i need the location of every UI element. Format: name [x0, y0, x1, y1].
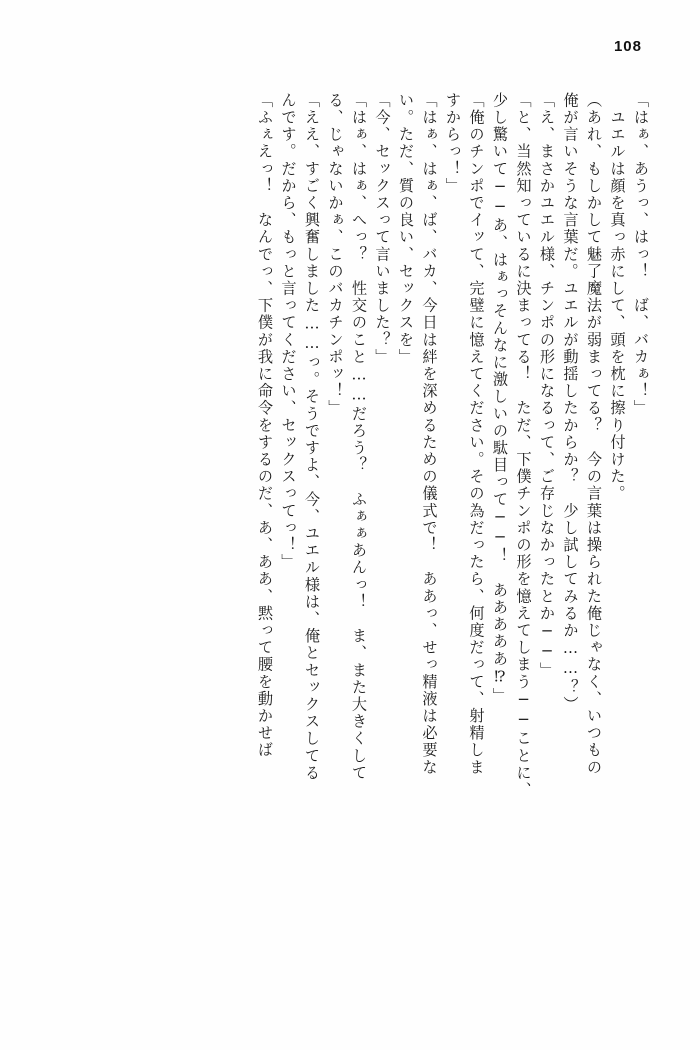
vertical-text-body [52, 92, 648, 992]
text-column: ユエルは顔を真っ赤にして、頭を枕に擦り付けた。 [608, 92, 627, 503]
text-column: 少し驚いて──あ、はぁっそんなに激しいの駄目って──！ あああああ⁉」 [491, 92, 509, 705]
text-column: んです。だから、もっと言ってください、セックスってっ！」 [279, 92, 298, 571]
page-number: 108 [613, 38, 642, 55]
text-column: 「はぁ、はぁ、ば、バカ、今日は絆を深めるための儀式で！ ああっ、せっ精液は必要な [420, 92, 439, 776]
text-column: 「と、当然知っているに決まってる！ ただ、下僕チンポの形を憶えてしまう──ことに、 [514, 92, 533, 799]
text-column: 「ええ、すごく興奮しました……っ。そうですよ、今、ユエル様は、俺とセックスしてる [303, 92, 321, 782]
text-column: い。ただ、質の良い、セックスを」 [397, 92, 415, 366]
text-column: すからっ！」 [444, 92, 462, 195]
text-column: 「ふぇえっ！ なんでっ、下僕が我に命令をするのだ、あ、ああ、黙って腰を動かせば [256, 92, 274, 759]
text-column: 「俺のチンポでイッて、完璧に憶えてください。その為だったら、何度だって、射精しま [467, 92, 486, 776]
text-column: 「今、セックスって言いました？」 [373, 92, 392, 366]
text-column: （あれ、もしかして魅了魔法が弱まってる？ 今の言葉は操られた俺じゃなく、いつもの [585, 92, 603, 776]
text-column: 「はぁ、あうっ、はっ！ ば、バカぁ！」 [632, 92, 650, 417]
text-column: 俺が言いそうな言葉だ。ユエルが動揺したからか？ 少し試してみるか……？） [561, 92, 580, 714]
text-column: 「はぁ、はぁ、へっ？ 性交のこと……だろう？ ふぁぁあんっ！ ま、また大きくして [350, 92, 368, 782]
text-column: 「え、まさかユエル様、チンポの形になるって、ご存じなかったとか──」 [538, 92, 556, 679]
text-column: る、じゃないかぁ、このバカチンポッ！」 [326, 92, 345, 417]
